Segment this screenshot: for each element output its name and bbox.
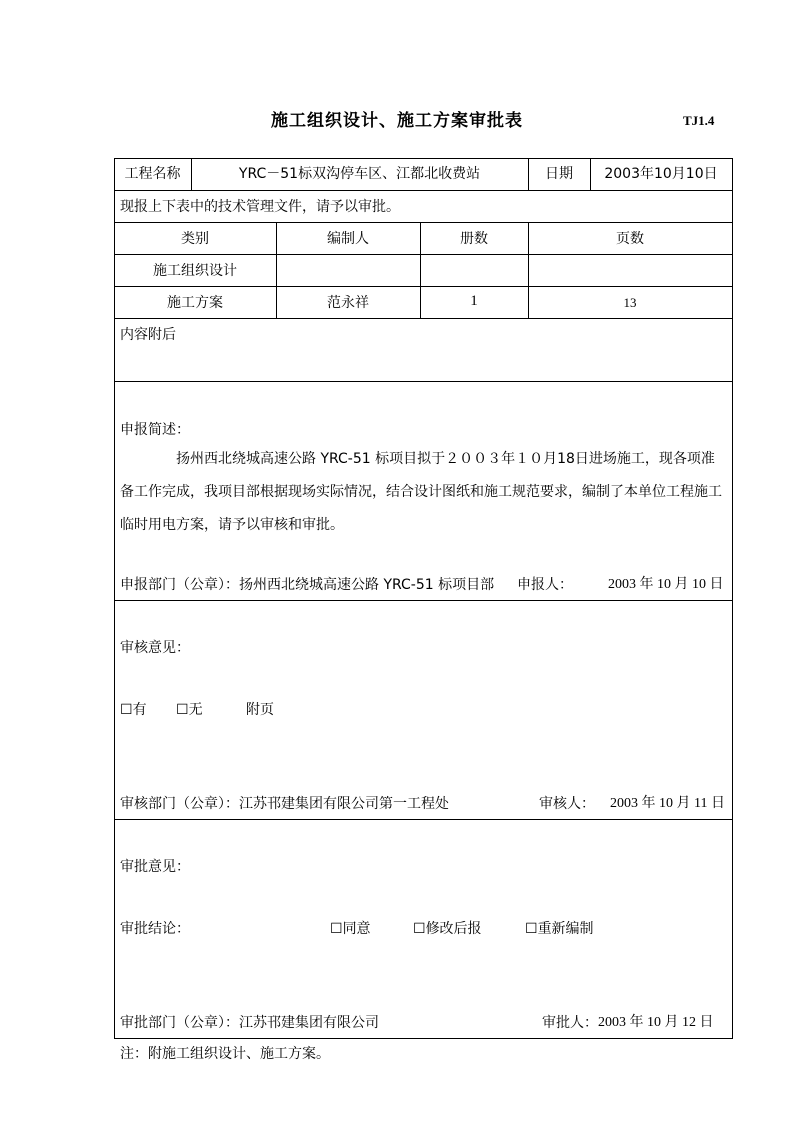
table-cell-volumes: 1 xyxy=(470,293,478,309)
project-name-value: YRC－51标双沟停车区、江都北收费站 xyxy=(238,166,481,182)
review-opinion-label xyxy=(120,639,190,657)
review-dept: 审核部门（公章）：江苏邗建集团有限公司第一工程处 xyxy=(120,796,449,812)
attachment-label: 内容附后 xyxy=(120,327,176,343)
declaration-person-label: 申报人： xyxy=(517,577,573,593)
approval-option-revise[interactable] xyxy=(413,920,482,938)
review-attach-pages: 附页 xyxy=(246,702,274,718)
border-left xyxy=(114,158,115,1039)
col-header-volumes: 册数 xyxy=(460,231,488,247)
approval-date: 2003 年 10 月 12 日 xyxy=(598,1015,714,1030)
table-cell-category: 施工方案 xyxy=(167,295,223,311)
table-cell-author: 范永祥 xyxy=(327,295,369,311)
approval-option-redo[interactable] xyxy=(525,920,594,938)
review-date: 2003 年 10 月 11 日 xyxy=(610,796,725,811)
checkbox-icon[interactable]: ☐ xyxy=(176,702,189,718)
table-cell-pages: 13 xyxy=(623,295,637,310)
approval-person-label: 审批人： xyxy=(542,1015,598,1031)
rule xyxy=(114,381,733,382)
col-header-pages: 页数 xyxy=(616,231,644,247)
option-no-label: 无 xyxy=(188,702,203,718)
date-label: 日期 xyxy=(545,166,573,182)
approval-option-agree[interactable] xyxy=(330,920,371,938)
form-code: TJ1.4 xyxy=(683,113,715,128)
option-redo-label: 重新编制 xyxy=(537,921,594,937)
option-yes-label: 有 xyxy=(132,702,147,718)
review-person-label: 审核人： xyxy=(539,796,595,812)
rule xyxy=(114,600,733,601)
checkbox-icon[interactable]: ☐ xyxy=(413,921,426,937)
rule xyxy=(114,222,733,223)
approval-form xyxy=(114,158,732,1038)
checkbox-icon[interactable]: ☐ xyxy=(120,702,133,718)
declaration-dept: 申报部门（公章）：扬州西北绕城高速公路 YRC-51 标项目部 xyxy=(120,577,495,593)
rule-top xyxy=(114,158,733,159)
page-title: 施工组织设计、施工方案审批表 xyxy=(271,111,523,131)
rule xyxy=(114,190,733,191)
rule xyxy=(114,318,733,319)
rule xyxy=(114,286,733,287)
approval-opinion-label: 审批意见： xyxy=(120,859,190,875)
project-name-label: 工程名称 xyxy=(124,166,181,182)
checkbox-icon[interactable]: ☐ xyxy=(525,921,538,937)
col-header-author: 编制人 xyxy=(327,231,369,247)
declaration-date: 2003 年 10 月 10 日 xyxy=(608,577,724,592)
approval-dept: 审批部门（公章）：江苏邗建集团有限公司 xyxy=(120,1015,379,1031)
declaration-label: 申报简述： xyxy=(120,422,190,438)
option-revise-label: 修改后报 xyxy=(425,921,482,937)
review-option-yes[interactable] xyxy=(120,701,147,719)
rule-bottom xyxy=(114,1038,733,1039)
review-opinion-text: 审核意见： xyxy=(120,640,190,656)
option-agree-label: 同意 xyxy=(342,921,371,937)
table-cell-category: 施工组织设计 xyxy=(153,263,237,279)
approval-conclusion-label: 审批结论： xyxy=(120,921,190,937)
declaration-text: 扬州西北绕城高速公路 YRC-51 标项目拟于２００３年１０月18日进场施工，现各项准备工作完成，我项目部根据现场实际情况，结合设计图纸和施工规范要求，编制了本单位工程施工临时用电方案，请予以审核和审批。 xyxy=(120,451,722,533)
checkbox-icon[interactable]: ☐ xyxy=(330,921,343,937)
rule xyxy=(114,819,733,820)
intro-text: 现报上下表中的技术管理文件，请予以审批。 xyxy=(120,199,400,215)
rule xyxy=(114,254,733,255)
footnote: 注：附施工组织设计、施工方案。 xyxy=(120,1046,330,1062)
date-value: 2003年10月10日 xyxy=(604,166,718,182)
review-option-no[interactable] xyxy=(176,701,203,719)
border-right xyxy=(732,158,733,1039)
col-header-category: 类别 xyxy=(181,231,209,247)
